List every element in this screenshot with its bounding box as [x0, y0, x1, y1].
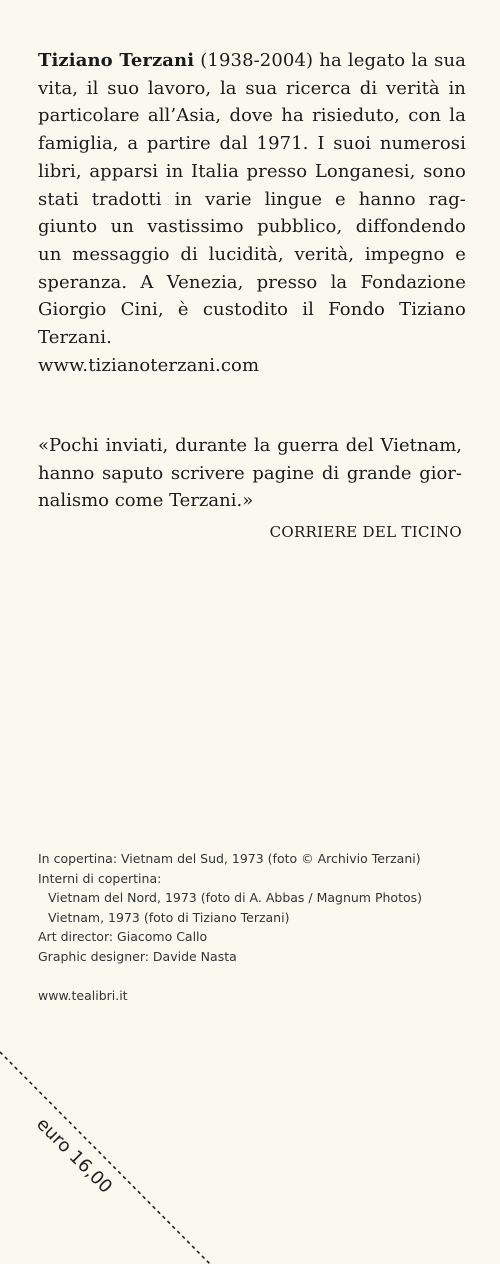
art-director-credit: Art director: Giacomo Callo: [38, 929, 208, 944]
author-website: www.tizianoterzani.com: [38, 354, 260, 376]
bio-line-7: giunto un vastissimo pubblico, diffondendo: [38, 216, 466, 238]
quote-line-3: nalismo come Terzani.»: [38, 490, 254, 512]
bio-line-2: vita, il suo lavoro, la sua ricerca di verità in: [38, 77, 466, 99]
publisher-website: www.tealibri.it: [38, 988, 128, 1003]
bio-line-10: Giorgio Cini, è custodito il Fondo Tiziano: [38, 299, 466, 321]
interior-credit-2: Vietnam, 1973 (foto di Tiziano Terzani): [48, 909, 290, 925]
author-name: Tiziano Terzani: [38, 50, 195, 71]
bio-line-3: particolare all’Asia, dove ha risieduto, con la: [38, 105, 466, 127]
graphic-designer-credit: Graphic designer: Davide Nasta: [38, 948, 237, 964]
quote-line-1: «Pochi inviati, durante la guerra del Vietnam,: [38, 435, 462, 456]
bio-line-4: famiglia, a partire dal 1971. I suoi numerosi: [38, 133, 466, 155]
bio-line-9: speranza. A Venezia, presso la Fondazione: [38, 271, 466, 293]
interior-heading: Interni di copertina:: [38, 870, 162, 886]
bio-line-8: un messaggio di lucidità, verità, impegno e: [38, 243, 466, 265]
interior-credit-1: Vietnam del Nord, 1973 (foto di A. Abbas / Magnum Photos): [48, 890, 423, 905]
cover-credit: In copertina: Vietnam del Sud, 1973 (foto © Archivio Terzani): [38, 851, 421, 866]
bio-line-6: stati tradotti in varie lingue e hanno rag-: [38, 188, 466, 210]
quote-source: CORRIERE DEL TICINO: [269, 523, 462, 541]
bio-line-5: libri, apparsi in Italia presso Longanesi, sono: [38, 160, 466, 182]
bio-line-11: Terzani.: [38, 327, 112, 349]
price-label: euro 16,00: [32, 1113, 117, 1198]
bio-line-1: (1938-2004) ha legato la sua: [194, 50, 466, 71]
quote-line-2: hanno saputo scrivere pagine di grande gior-: [38, 462, 462, 484]
